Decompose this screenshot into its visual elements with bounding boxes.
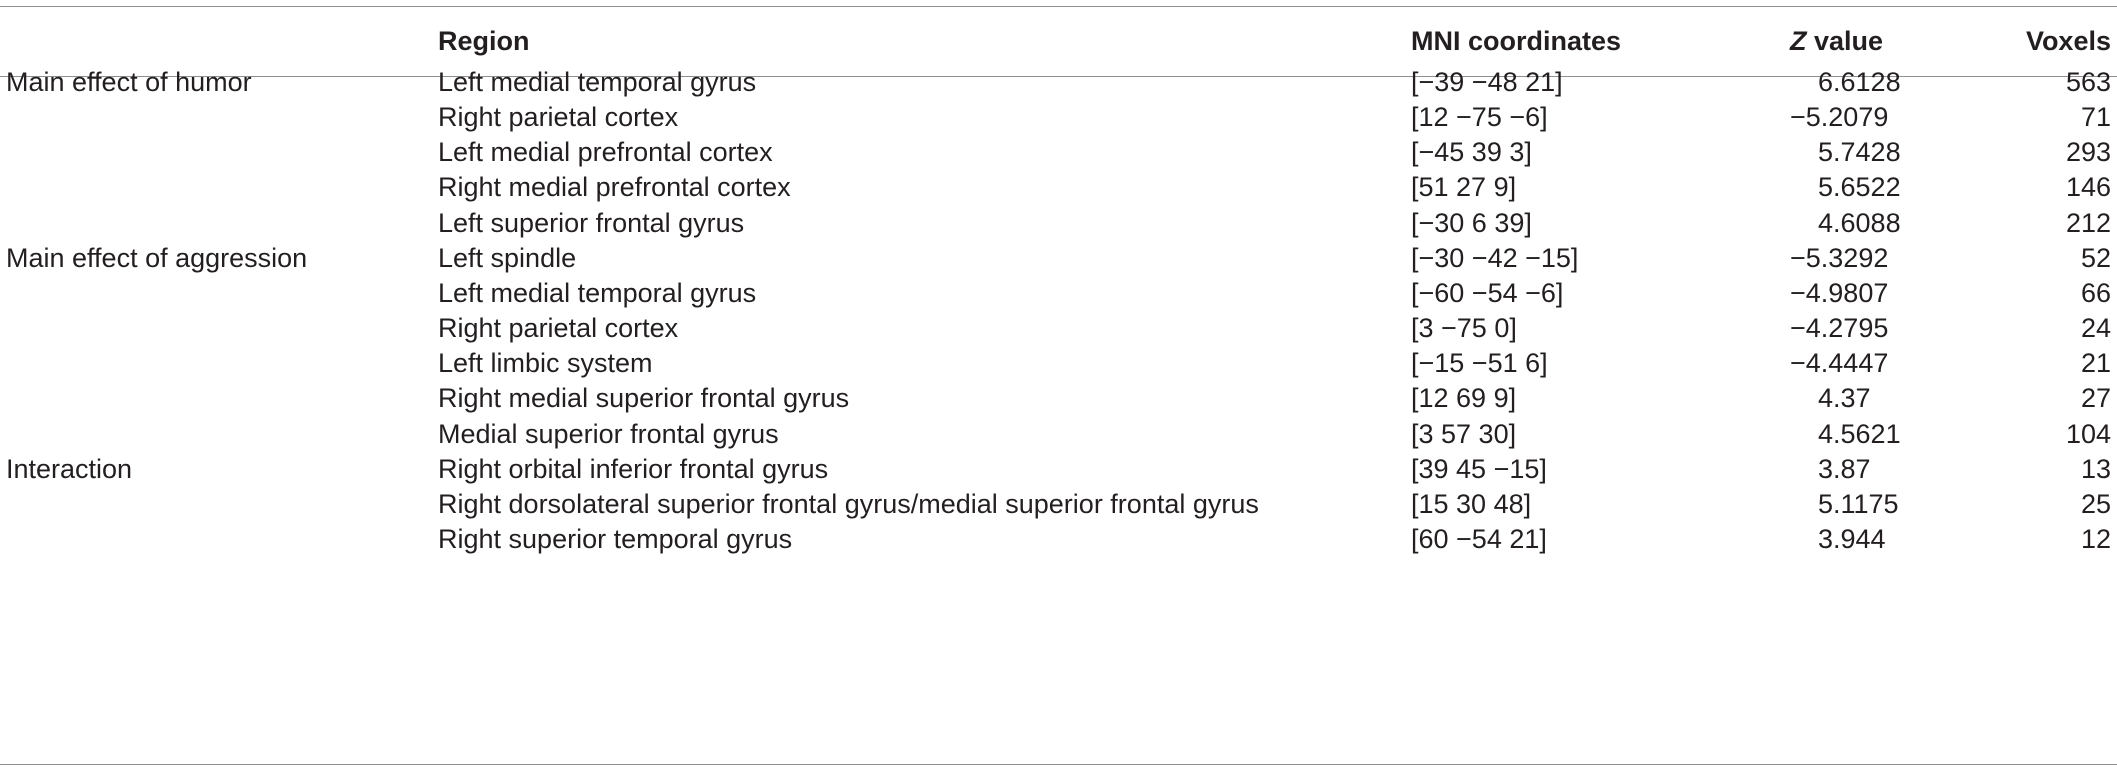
z-value-cell: 6.6128 (1818, 67, 1901, 97)
table-top-rule (0, 6, 2117, 7)
header-mni-coordinates: MNI coordinates (1411, 26, 1622, 56)
mni-cell: [12 69 9] (1411, 383, 1517, 414)
region-cell: Right parietal cortex (438, 313, 679, 344)
z-value-cell: 3.87 (1818, 453, 1871, 484)
region-cell: Left medial temporal gyrus (438, 277, 757, 308)
mni-cell: [15 30 48] (1411, 488, 1532, 519)
mni-cell: [3 57 30] (1411, 418, 1517, 449)
mni-cell: [51 27 9] (1411, 172, 1517, 203)
z-value-cell: −4.2795 (1790, 313, 1889, 344)
table-row (0, 516, 2117, 564)
region-cell: Right dorsolateral superior frontal gyrus/medial superior frontal gyrus (438, 488, 1259, 519)
mni-cell: [−45 39 3] (1411, 137, 1532, 168)
voxels-cell: 25 (2080, 488, 2111, 519)
z-value-cell: −4.4447 (1790, 348, 1889, 379)
mni-cell: [−60 −54 −6] (1411, 277, 1564, 308)
z-value-cell: 5.6522 (1818, 172, 1901, 203)
region-cell: Left spindle (438, 242, 577, 273)
group-cell: Main effect of aggression (6, 242, 308, 273)
z-value-cell: 3.944 (1818, 523, 1886, 554)
header-z-letter: Z (1790, 26, 1807, 56)
voxels-cell: 563 (2065, 67, 2111, 97)
region-cell: Left superior frontal gyrus (438, 207, 745, 238)
region-cell: Right medial superior frontal gyrus (438, 383, 850, 414)
voxels-cell: 27 (2080, 383, 2111, 414)
voxels-cell: 104 (2065, 418, 2111, 449)
mni-cell: [−30 6 39] (1411, 207, 1532, 238)
mni-cell: [−15 −51 6] (1411, 348, 1548, 379)
z-value-cell: 4.6088 (1818, 207, 1901, 238)
voxels-cell: 66 (2080, 277, 2111, 308)
z-value-cell: 4.5621 (1818, 418, 1901, 449)
mni-cell: [12 −75 −6] (1411, 102, 1548, 133)
z-value-cell: 5.1175 (1818, 488, 1899, 519)
mni-cell: [3 −75 0] (1411, 313, 1517, 344)
region-cell: Left limbic system (438, 348, 653, 379)
mni-cell: [−39 −48 21] (1411, 67, 1563, 97)
region-cell: Right parietal cortex (438, 102, 679, 133)
z-value-cell: −4.9807 (1790, 277, 1889, 308)
voxels-cell: 293 (2065, 137, 2111, 168)
region-cell: Left medial temporal gyrus (438, 67, 757, 97)
mni-cell: [−30 −42 −15] (1411, 242, 1579, 273)
z-value-cell: 4.37 (1818, 383, 1871, 414)
region-cell: Left medial prefrontal cortex (438, 137, 773, 168)
header-z-rest: value (1806, 26, 1884, 56)
voxels-cell: 24 (2080, 313, 2111, 344)
region-cell: Right orbital inferior frontal gyrus (438, 453, 829, 484)
header-voxels: Voxels (2025, 26, 2111, 56)
mni-cell: [39 45 −15] (1411, 453, 1547, 484)
region-cell: Right superior temporal gyrus (438, 523, 793, 554)
header-region: Region (438, 26, 530, 56)
voxels-cell: 13 (2080, 453, 2111, 484)
voxels-cell: 212 (2065, 207, 2111, 238)
z-value-cell: −5.2079 (1790, 102, 1889, 133)
voxels-cell: 12 (2080, 523, 2111, 554)
voxels-cell: 71 (2080, 102, 2111, 133)
table-bottom-rule (0, 764, 2117, 765)
voxels-cell: 52 (2080, 242, 2111, 273)
voxels-cell: 146 (2065, 172, 2111, 203)
group-cell: Main effect of humor (6, 67, 252, 97)
region-cell: Medial superior frontal gyrus (438, 418, 779, 449)
mni-cell: [60 −54 21] (1411, 523, 1547, 554)
group-cell: Interaction (6, 453, 133, 484)
region-cell: Right medial prefrontal cortex (438, 172, 791, 203)
z-value-cell: −5.3292 (1790, 242, 1889, 273)
voxels-cell: 21 (2080, 348, 2111, 379)
z-value-cell: 5.7428 (1818, 137, 1901, 168)
